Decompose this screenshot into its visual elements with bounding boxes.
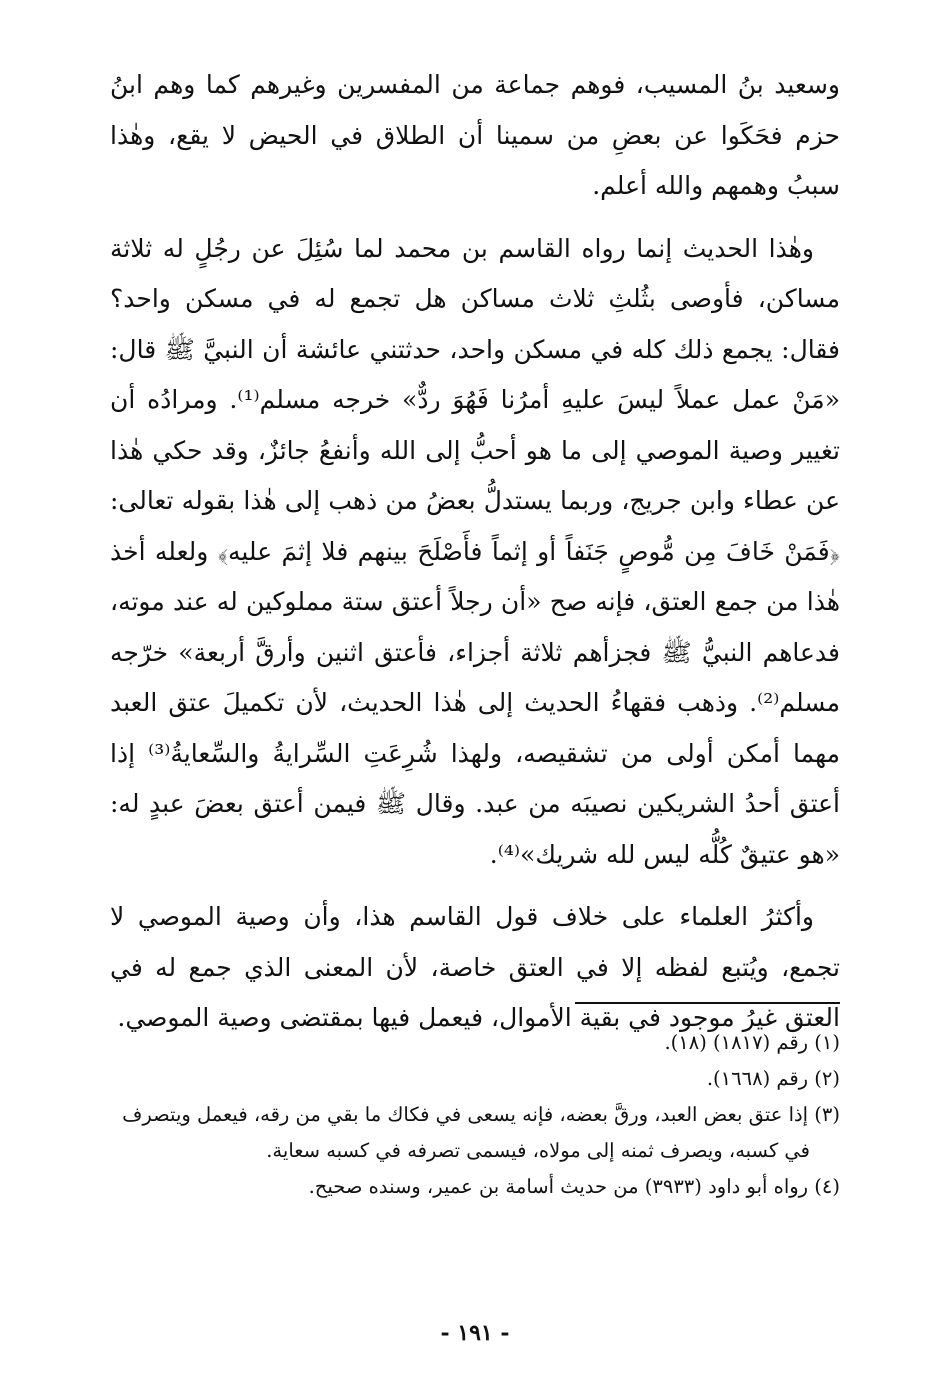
footnote-2: (٢) رقم (١٦٦٨). xyxy=(706,1067,840,1090)
paragraph-1: وسعيد بنُ المسيب، فوهم جماعة من المفسرين وغيرهم كما وهم ابنُ حزم فحَكَوا عن بعضِ من سمينا أن الطلاق في الحيض لا يقع، وهٰذا سببُ وهمهم والله أعلم. xyxy=(110,70,840,200)
paragraph-3: وأكثرُ العلماء على خلاف قول القاسم هذا، وأن وصية الموصي لا تجمع، ويُتبع لفظه إلا في العتق خاصة، لأن المعنى الذي جمع له في العتق غيرُ موجود في بقية الأموال، فيعمل فيها بمقتضى وصية الموصي. xyxy=(110,902,840,1032)
footnote-4: (٤) رواه أبو داود (٣٩٣٣) من حديث أسامة بن عمير، وسنده صحيح. xyxy=(308,1175,840,1198)
footnotes xyxy=(110,1025,840,1205)
footnote-divider xyxy=(575,1002,840,1004)
page-number: - ١٩١ - xyxy=(440,1320,510,1346)
footnote-3: (٣) إذا عتق بعض العبد، ورقَّ بعضه، فإنه يسعى في فكاك ما بقي من رقه، فيعمل ويتصرف xyxy=(122,1103,840,1126)
paragraph-2: وهٰذا الحديث إنما رواه القاسم بن محمد لما سُئِلَ عن رجُلٍ له ثلاثة مساكن، فأوصى بثُلثِ ثلاث مساكن هل تجمع له في مسكن واحد؟ فقال: يجمع ذلك كله في مسكن واحد، حدثتني عائشة أن النبيَّ ﷺ قال: «مَنْ عمل عملاً ليسَ عليهِ أمرُنا فَهُوَ ردٌّ» خرجه مسلم⁽¹⁾. ومرادُه أن تغيير وصية الموصي إلى ما هو أحبُّ إلى الله وأنفعُ جائزٌ، وقد حكي هٰذا عن عطاء وابن جريج، وربما يستدلُّ بعضُ من ذهب إلى هٰذا بقوله تعالى: ﴿فَمَنْ خَافَ مِن مُّوصٍ جَنَفاً أو إثماً فأَصْلَحَ بينهم فلا إثمَ عليه﴾ ولعله أخذ هٰذا من جمع العتق، فإنه صح «أن رجلاً أعتق ستة مملوكين له عند موته، فدعاهم النبيُّ ﷺ فجزأهم ثلاثة أجزاء، فأعتق اثنين وأرقَّ أربعة» خرّجه مسلم⁽²⁾. وذهب فقهاءُ الحديث إلى هٰذا الحديث، لأن تكميلَ عتق العبد مهما أمكن أولى من تشقيصه، ولهذا شُرِعَتِ السِّرايةُ والسِّعايةُ⁽³⁾ إذا أعتق أحدُ الشريكين نصيبَه من عبد. وقال ﷺ فيمن أعتق بعضَ عبدٍ له: «هو عتيقٌ كُلُّه ليس لله شريك»⁽⁴⁾. xyxy=(110,233,840,869)
footnote-1: (١) رقم (١٨١٧) (١٨). xyxy=(664,1031,840,1054)
document-page xyxy=(110,60,840,1360)
footnote-3-continuation: في كسبه، ويصرف ثمنه إلى مولاه، فيسمى تصرفه في كسبه سعاية. xyxy=(266,1139,810,1162)
